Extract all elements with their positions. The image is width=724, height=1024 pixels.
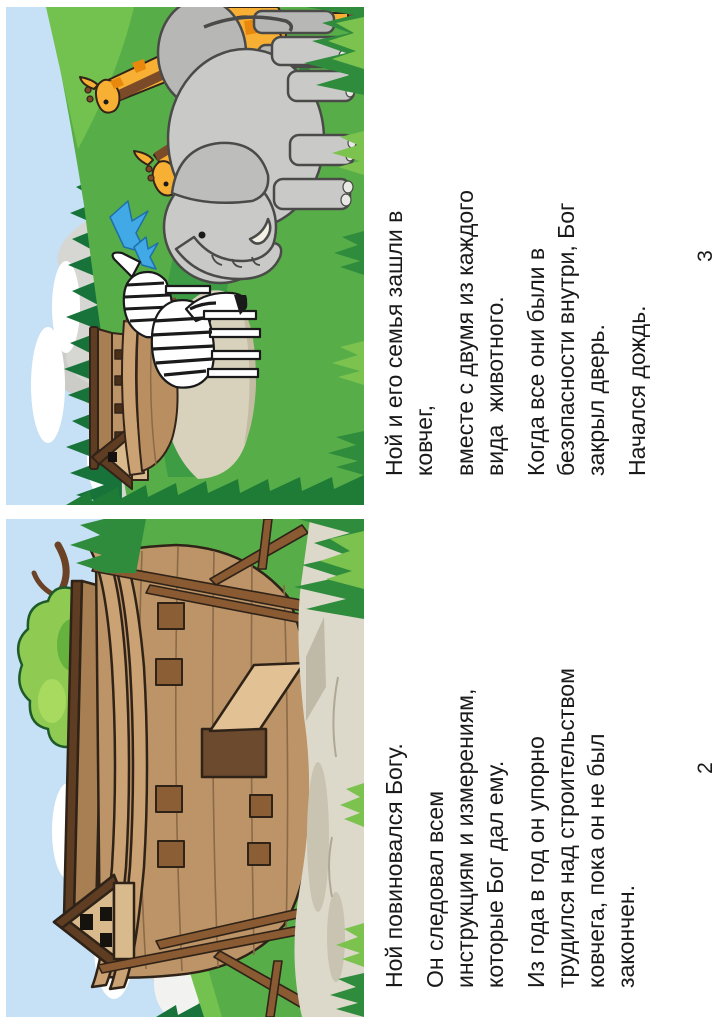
page-2-sheet: [0, 512, 724, 1024]
page-2-text: [364, 512, 641, 1024]
text-line: Он следовал всем: [422, 790, 448, 988]
paragraph: [379, 10, 439, 476]
text-line: которые Бог дал ему.: [482, 760, 508, 988]
text-line: закончен.: [613, 884, 639, 988]
paragraph: [450, 10, 510, 476]
giraffe-eye: [164, 182, 169, 187]
page-2-illustration: [6, 519, 364, 1017]
text-line: Из года в год он упорно: [523, 736, 549, 988]
elephant-calf-leg: [254, 11, 334, 33]
page-3-illustration: [6, 7, 364, 505]
text-line: вместе с двумя из каждого: [452, 190, 478, 476]
tree-foliage-highlight: [38, 679, 66, 723]
giraffe-horn: [148, 175, 154, 181]
ark-ridge: [90, 327, 98, 469]
ark-door: [202, 729, 266, 777]
giraffe-horn: [146, 166, 152, 172]
page-3-text: [364, 0, 652, 512]
text-line: Ной и его семья зашли в: [381, 210, 407, 476]
giraffe-horn: [85, 87, 91, 93]
text-line: безопасности внутри, Бог: [553, 202, 579, 476]
paragraph: [420, 522, 510, 988]
page-number: 3: [694, 250, 717, 262]
text-line: Когда все они были в: [523, 247, 549, 476]
text-line: трудился над строительством: [553, 668, 579, 988]
zebra-leg: [166, 286, 210, 293]
text-line: ковчега, пока он не был: [583, 733, 609, 988]
paragraph: [521, 10, 611, 476]
paragraph: [379, 522, 409, 988]
ark-gable-wall: [114, 883, 134, 959]
page-number: 2: [694, 762, 717, 774]
giraffe-eye: [104, 100, 109, 105]
booklet-page-2: [0, 512, 724, 1024]
text-line: инструкциям и измерениям,: [452, 688, 478, 988]
elephant-eye: [199, 232, 206, 239]
giraffe-horn: [87, 96, 93, 102]
text-line: Начался дождь.: [624, 305, 650, 476]
text-line: закрыл дверь.: [583, 324, 609, 476]
text-line: Ной повиновался Богу.: [381, 743, 407, 988]
paragraph: [622, 10, 652, 476]
text-line: ковчег,: [411, 404, 437, 476]
paragraph: [521, 522, 641, 988]
text-line: вида животного.: [482, 296, 508, 476]
